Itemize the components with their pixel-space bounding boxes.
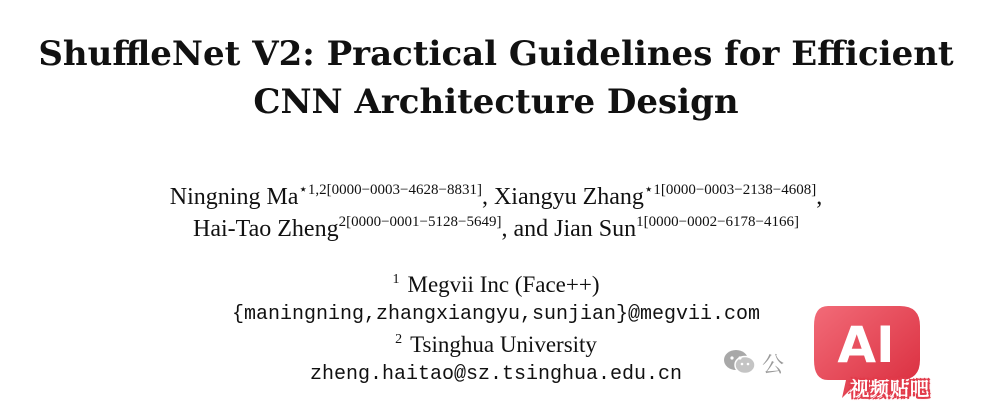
author-affil-orcid: 1[0000−0002−6178−4166] xyxy=(636,214,799,230)
author-name: Hai-Tao Zheng xyxy=(192,216,339,242)
author-affil-orcid: ⋆1,2[0000−0003−4628−8831] xyxy=(298,182,482,198)
author-name: Jian Sun xyxy=(554,216,637,242)
paper-title-line-1: ShuffleNet V2: Practical Guidelines for Efficient xyxy=(38,34,954,74)
affiliation-1 xyxy=(0,270,992,300)
watermark-text: 公 xyxy=(762,353,785,378)
author-name: Ningning Ma xyxy=(169,184,299,210)
author-line-2 xyxy=(0,212,992,246)
affiliation-number: 2 xyxy=(395,332,403,347)
affiliation-email-2: zheng.haitao@sz.tsinghua.edu.cn xyxy=(309,363,683,386)
author-name: Xiangyu Zhang xyxy=(493,184,644,210)
affiliation-number: 1 xyxy=(392,272,400,287)
watermark xyxy=(722,346,802,378)
author-affil-orcid: 2[0000−0001−5128−5649] xyxy=(338,214,502,230)
affiliation-name: Tsinghua University xyxy=(410,332,597,357)
author-separator: , xyxy=(481,184,494,210)
ai-logo-caption: 视频贴吧 xyxy=(850,378,931,400)
author-separator: , xyxy=(816,184,823,210)
ai-logo-letters: AI xyxy=(837,316,895,374)
wechat-icon xyxy=(722,348,758,376)
affiliation-email-1: {maningning,zhangxiangyu,sunjian}@megvii.com xyxy=(231,303,761,326)
affiliation-name: Megvii Inc (Face++) xyxy=(407,272,600,297)
paper-title-line-2: CNN Architecture Design xyxy=(253,82,739,122)
author-affil-orcid: ⋆1[0000−0003−2138−4608] xyxy=(643,182,817,198)
author-line-1 xyxy=(0,180,992,214)
author-separator: , and xyxy=(501,216,555,242)
